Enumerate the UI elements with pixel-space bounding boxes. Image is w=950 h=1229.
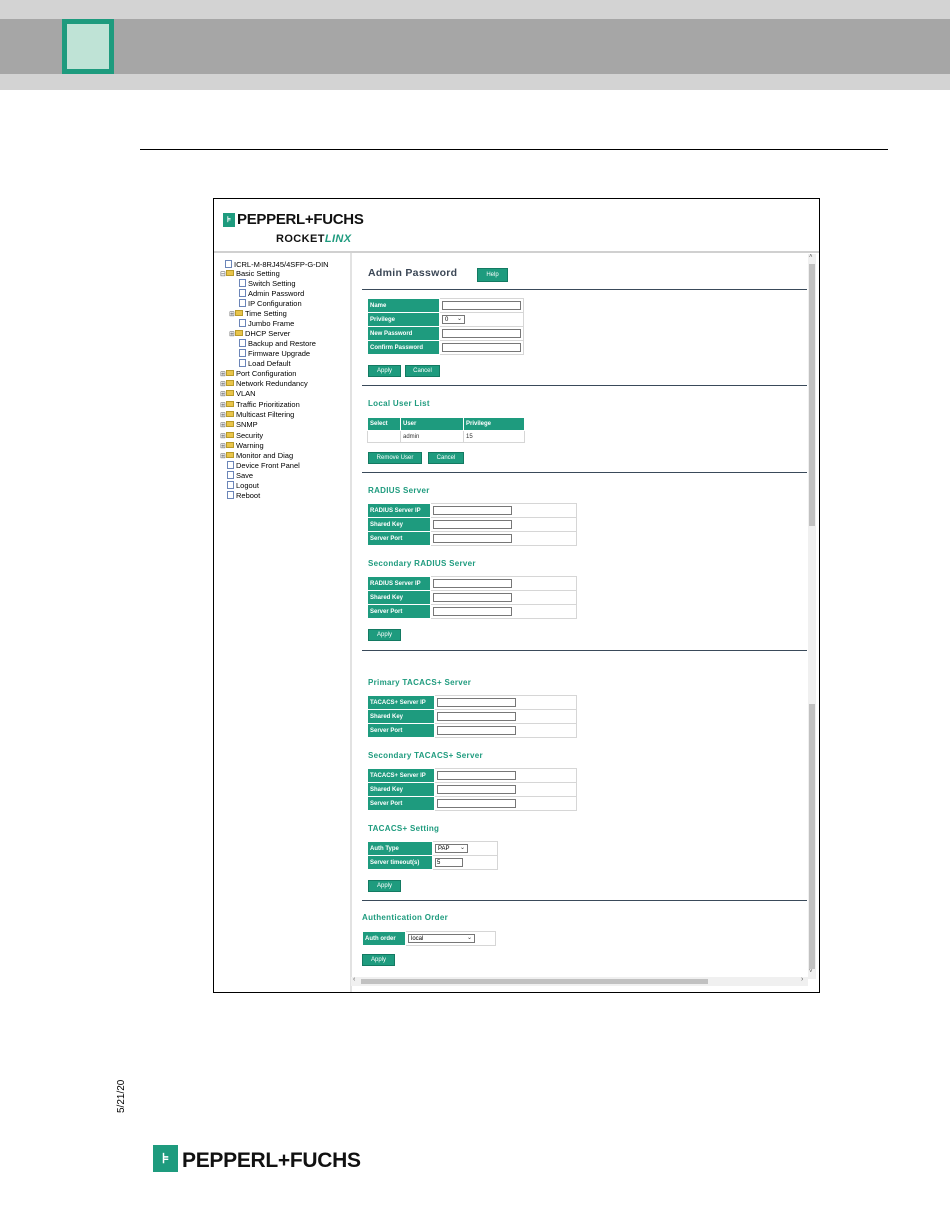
col-user: User bbox=[401, 418, 464, 431]
tacacs-key-input[interactable] bbox=[437, 712, 516, 721]
tree-label: Load Default bbox=[248, 359, 291, 368]
nav-divider bbox=[350, 253, 352, 993]
tacacs2-ip-label: TACACS+ Server IP bbox=[368, 769, 435, 783]
primary-tacacs-form bbox=[367, 695, 577, 738]
new-password-input[interactable] bbox=[442, 329, 521, 338]
vertical-scroll-thumb-lower[interactable] bbox=[809, 704, 815, 969]
expand-icon[interactable]: ⊞ bbox=[220, 371, 226, 378]
date-stamp: 5/21/20 bbox=[116, 1079, 127, 1113]
folder-icon bbox=[235, 310, 243, 316]
radius-key-label: Shared Key bbox=[368, 518, 431, 532]
tree-item-network-redundancy[interactable] bbox=[220, 379, 308, 388]
chevron-down-icon: ⌄ bbox=[456, 316, 462, 322]
folder-icon bbox=[226, 452, 234, 458]
scroll-up-icon[interactable]: ˄ bbox=[809, 254, 813, 260]
radius2-ip-label: RADIUS Server IP bbox=[368, 577, 431, 591]
name-label: Name bbox=[368, 299, 440, 313]
admin-apply-button[interactable]: Apply bbox=[368, 365, 401, 377]
radius-apply-button[interactable]: Apply bbox=[368, 629, 401, 641]
expand-icon[interactable]: ⊞ bbox=[220, 381, 226, 388]
row-select[interactable] bbox=[368, 431, 401, 443]
header-stripe bbox=[0, 19, 950, 74]
vertical-scroll-thumb[interactable] bbox=[809, 264, 815, 526]
expand-icon[interactable]: ⊞ bbox=[220, 402, 226, 409]
tree-label: DHCP Server bbox=[245, 329, 291, 338]
tree-label: IP Configuration bbox=[248, 299, 302, 308]
tacacs2-port-label: Server Port bbox=[368, 797, 435, 811]
tree-root-label: ICRL-M-8RJ45/4SFP-G-DIN bbox=[234, 260, 329, 269]
radius2-key-label: Shared Key bbox=[368, 591, 431, 605]
tacacs-ip-label: TACACS+ Server IP bbox=[368, 696, 435, 710]
auth-order-title: Authentication Order bbox=[362, 913, 449, 922]
tree-item-admin-password[interactable] bbox=[239, 289, 304, 298]
tree-item-port-configuration[interactable] bbox=[220, 369, 296, 378]
product-logo-a: ROCKET bbox=[276, 233, 325, 245]
folder-icon bbox=[226, 390, 234, 396]
expand-icon[interactable]: ⊞ bbox=[220, 433, 226, 440]
tree-item-backup-restore[interactable] bbox=[239, 339, 316, 348]
scroll-down-icon[interactable]: ˅ bbox=[809, 969, 813, 975]
expand-icon[interactable]: ⊞ bbox=[229, 311, 235, 318]
divider bbox=[362, 385, 807, 386]
footer-logo-icon: ⊧ bbox=[153, 1145, 178, 1172]
chevron-down-icon: ⌄ bbox=[466, 935, 472, 941]
tree-item-dhcp-server[interactable] bbox=[229, 329, 290, 338]
tree-label: Firmware Upgrade bbox=[248, 349, 311, 358]
horizontal-scroll-thumb[interactable] bbox=[361, 979, 708, 984]
server-timeout-input[interactable]: 5 bbox=[435, 858, 463, 867]
secondary-tacacs-title: Secondary TACACS+ Server bbox=[368, 751, 483, 760]
radius2-port-input[interactable] bbox=[433, 607, 512, 616]
tree-item-device-front-panel[interactable] bbox=[227, 461, 300, 470]
tacacs-port-label: Server Port bbox=[368, 724, 435, 738]
expand-icon[interactable]: ⊞ bbox=[220, 422, 226, 429]
tree-label: Security bbox=[236, 431, 264, 440]
tree-item-multicast-filtering[interactable] bbox=[220, 410, 294, 419]
folder-icon bbox=[226, 270, 234, 276]
page-icon bbox=[239, 279, 246, 287]
chevron-down-icon: ⌄ bbox=[459, 845, 465, 851]
col-privilege: Privilege bbox=[464, 418, 525, 431]
table-row[interactable] bbox=[368, 431, 525, 443]
tree-item-firmware-upgrade[interactable] bbox=[239, 349, 310, 358]
auth-type-value: PAP bbox=[438, 846, 450, 852]
brand-logo-text: PEPPERL+FUCHS bbox=[237, 211, 364, 228]
expand-icon[interactable]: ⊞ bbox=[220, 443, 226, 450]
scroll-right-icon[interactable]: › bbox=[801, 976, 804, 983]
privilege-select[interactable] bbox=[442, 315, 465, 324]
tree-item-reboot[interactable] bbox=[227, 491, 260, 500]
tree-label: Multicast Filtering bbox=[236, 410, 295, 419]
help-button[interactable]: Help bbox=[477, 268, 508, 282]
admin-form bbox=[367, 298, 524, 355]
footer-logo-text: PEPPERL+FUCHS bbox=[182, 1149, 361, 1172]
radius2-port-label: Server Port bbox=[368, 605, 431, 619]
folder-icon bbox=[226, 380, 234, 386]
page-icon bbox=[227, 461, 234, 469]
confirm-password-label: Confirm Password bbox=[368, 341, 440, 355]
server-timeout-label: Server timeout(s) bbox=[368, 856, 433, 870]
admin-cancel-button[interactable]: Cancel bbox=[405, 365, 440, 377]
divider bbox=[362, 289, 807, 290]
tacacs-port-input[interactable] bbox=[437, 726, 516, 735]
radius2-key-input[interactable] bbox=[433, 593, 512, 602]
tree-item-time-setting[interactable] bbox=[229, 309, 287, 318]
divider bbox=[362, 472, 807, 473]
tree-item-monitor-diag[interactable] bbox=[220, 451, 293, 460]
row-user: admin bbox=[401, 431, 464, 443]
web-ui-screenshot bbox=[213, 198, 820, 993]
page-icon bbox=[239, 359, 246, 367]
brand-logo-icon: ⊧ bbox=[223, 213, 235, 227]
tree-item-load-default[interactable] bbox=[239, 359, 291, 368]
tree-item-basic-setting[interactable] bbox=[220, 269, 280, 278]
folder-icon bbox=[226, 421, 234, 427]
local-user-table bbox=[367, 417, 525, 443]
tree-label: SNMP bbox=[236, 420, 258, 429]
secondary-tacacs-form bbox=[367, 768, 577, 811]
tree-label: Device Front Panel bbox=[236, 461, 300, 470]
tree-label: Backup and Restore bbox=[248, 339, 316, 348]
tree-item-snmp[interactable] bbox=[220, 420, 258, 429]
page-icon bbox=[239, 349, 246, 357]
admin-password-title: Admin Password bbox=[368, 267, 458, 279]
tacacs2-key-label: Shared Key bbox=[368, 783, 435, 797]
privilege-label: Privilege bbox=[368, 313, 440, 327]
folder-icon bbox=[226, 442, 234, 448]
radius2-ip-input[interactable] bbox=[433, 579, 512, 588]
auth-order-form bbox=[362, 931, 496, 946]
tree-item-jumbo-frame[interactable] bbox=[239, 319, 294, 328]
tree-item-traffic-prioritization[interactable] bbox=[220, 400, 300, 409]
expand-icon[interactable]: ⊞ bbox=[220, 412, 226, 419]
tree-label: Basic Setting bbox=[236, 269, 280, 278]
name-input[interactable] bbox=[442, 301, 521, 310]
tree-label: VLAN bbox=[236, 389, 256, 398]
tacacs-key-label: Shared Key bbox=[368, 710, 435, 724]
tree-item-switch-setting[interactable] bbox=[239, 279, 296, 288]
tree-label: Logout bbox=[236, 481, 259, 490]
tree-label: Save bbox=[236, 471, 254, 480]
tree-item-security[interactable] bbox=[220, 431, 263, 440]
auth-type-select[interactable] bbox=[435, 844, 468, 853]
confirm-password-input[interactable] bbox=[442, 343, 521, 352]
tree-label: Switch Setting bbox=[248, 279, 296, 288]
folder-icon bbox=[226, 401, 234, 407]
page-icon bbox=[227, 471, 234, 479]
page-icon bbox=[239, 319, 246, 327]
expand-icon[interactable]: ⊞ bbox=[220, 391, 226, 398]
auth-order-value: local bbox=[411, 936, 424, 942]
page-icon bbox=[239, 299, 246, 307]
collapse-icon[interactable]: ⊟ bbox=[220, 271, 226, 278]
tacacs2-ip-input[interactable] bbox=[437, 771, 516, 780]
tacacs-setting-title: TACACS+ Setting bbox=[368, 824, 440, 833]
auth-type-label: Auth Type bbox=[368, 842, 433, 856]
chapter-marker-inner bbox=[67, 24, 109, 69]
product-logo bbox=[276, 233, 352, 245]
tree-label: Admin Password bbox=[248, 289, 305, 298]
tree-root[interactable] bbox=[225, 260, 329, 269]
product-logo-b: LINX bbox=[324, 233, 352, 245]
tree-item-save[interactable] bbox=[227, 471, 253, 480]
page-icon bbox=[227, 481, 234, 489]
radius-key-input[interactable] bbox=[433, 520, 512, 529]
tree-label: Reboot bbox=[236, 491, 261, 500]
tacacs-setting-form bbox=[367, 841, 498, 870]
radius-port-label: Server Port bbox=[368, 532, 431, 546]
auth-order-select[interactable] bbox=[408, 934, 475, 943]
tree-label: Warning bbox=[236, 441, 264, 450]
user-cancel-button[interactable]: Cancel bbox=[428, 452, 464, 464]
page-icon bbox=[239, 289, 246, 297]
expand-icon[interactable]: ⊞ bbox=[229, 331, 235, 338]
tacacs-apply-button[interactable]: Apply bbox=[368, 880, 401, 892]
local-user-list-title: Local User List bbox=[368, 399, 430, 408]
header-rule bbox=[140, 149, 888, 150]
tree-label: Network Redundancy bbox=[236, 379, 308, 388]
scroll-left-icon[interactable]: ‹ bbox=[353, 976, 356, 983]
remove-user-button[interactable]: Remove User bbox=[368, 452, 422, 464]
privilege-value: 0 bbox=[445, 317, 449, 323]
folder-icon bbox=[226, 411, 234, 417]
radius-title: RADIUS Server bbox=[368, 486, 430, 495]
radius-form bbox=[367, 503, 577, 546]
tree-item-vlan[interactable] bbox=[220, 389, 256, 398]
tree-label: Port Configuration bbox=[236, 369, 297, 378]
radius-ip-label: RADIUS Server IP bbox=[368, 504, 431, 518]
radius-ip-input[interactable] bbox=[433, 506, 512, 515]
auth-order-label: Auth order bbox=[363, 932, 406, 946]
folder-icon bbox=[226, 432, 234, 438]
radius-port-input[interactable] bbox=[433, 534, 512, 543]
tacacs2-key-input[interactable] bbox=[437, 785, 516, 794]
row-privilege: 15 bbox=[464, 431, 525, 443]
header-divider bbox=[214, 251, 819, 253]
col-select: Select bbox=[368, 418, 401, 431]
tree-label: Jumbo Frame bbox=[248, 319, 295, 328]
primary-tacacs-title: Primary TACACS+ Server bbox=[368, 678, 472, 687]
folder-icon bbox=[226, 370, 234, 376]
tree-label: Monitor and Diag bbox=[236, 451, 294, 460]
secondary-radius-form bbox=[367, 576, 577, 619]
page-icon bbox=[227, 491, 234, 499]
tree-item-ip-configuration[interactable] bbox=[239, 299, 302, 308]
auth-order-apply-button[interactable]: Apply bbox=[362, 954, 395, 966]
tree-item-warning[interactable] bbox=[220, 441, 264, 450]
tree-item-logout[interactable] bbox=[227, 481, 259, 490]
tacacs-ip-input[interactable] bbox=[437, 698, 516, 707]
folder-icon bbox=[235, 330, 243, 336]
secondary-radius-title: Secondary RADIUS Server bbox=[368, 559, 476, 568]
tree-label: Traffic Prioritization bbox=[236, 400, 300, 409]
divider bbox=[362, 900, 807, 901]
tree-label: Time Setting bbox=[245, 309, 287, 318]
divider bbox=[362, 650, 807, 651]
expand-icon[interactable]: ⊞ bbox=[220, 453, 226, 460]
page-icon bbox=[225, 260, 232, 268]
new-password-label: New Password bbox=[368, 327, 440, 341]
tacacs2-port-input[interactable] bbox=[437, 799, 516, 808]
page-icon bbox=[239, 339, 246, 347]
